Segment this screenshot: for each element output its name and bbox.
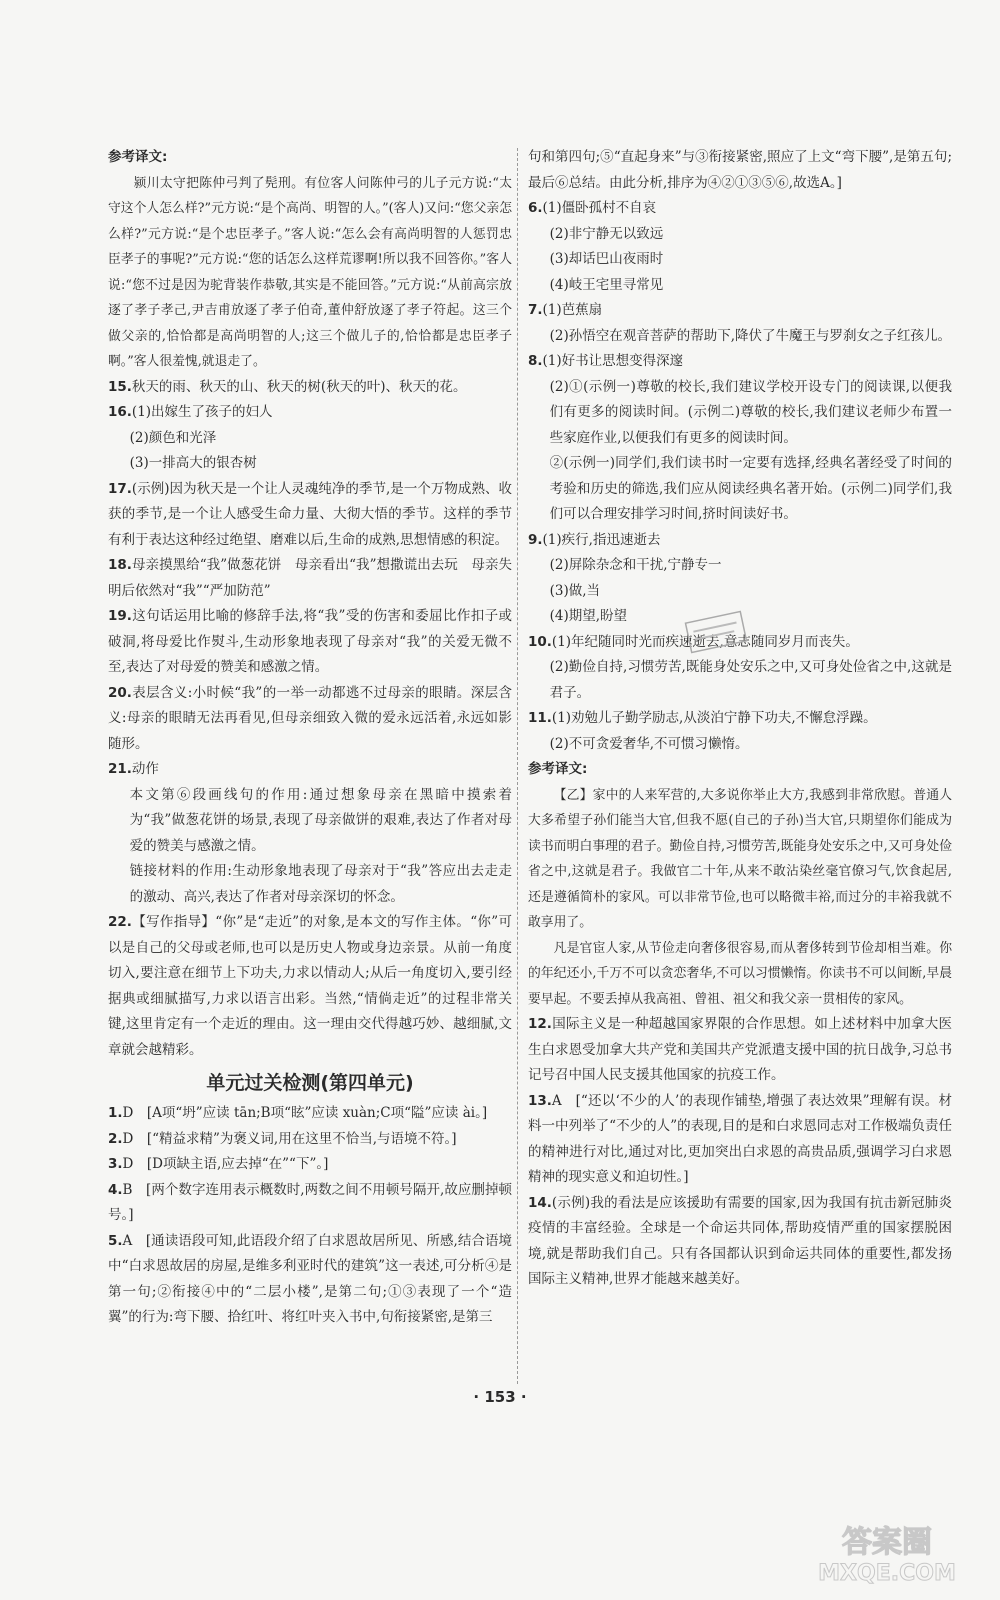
item-number: 4.: [108, 1181, 123, 1198]
answer-item: [528, 1191, 952, 1293]
item-text: ②(示例一)同学们,我们读书时一定要有选择,经典名著经受了时间的考验和历史的筛选,我们应从阅读经典名著开始。(示例二)同学们,我们可以合理安排学习时间,挤时间读好书。: [549, 455, 952, 522]
answer-item: [528, 196, 952, 298]
item-text: 动作: [131, 761, 159, 777]
item-number: 19.: [108, 608, 132, 624]
item-text: (示例)因为秋天是一个让人灵魂纯净的季节,是一个万物成熟、收获的季节,是一个让人感受生命力量、大彻大悟的季节。这样的季节有利于表达这种经过绝望、磨难以后,生命的成熟,思想情感的积淀。: [108, 480, 512, 548]
item-text: A [“还以‘不少的人’的表现作铺垫,增强了表达效果”理解有误。材料一中列举了“不少的人”的表现,目的是和白求恩同志对工作极端负责任的精神进行对比,通过对比,更加突出白求恩的高贵品质,强调学习白求恩精神的现实意义和迫切性。]: [528, 1092, 952, 1185]
reference-translation-text: 颍川太守把陈仲弓判了髡刑。有位客人问陈仲弓的儿子元方说:“太守这个人怎么样?”元方说:“是个高尚、明智的人。”(客人)又问:“您父亲怎么样?”元方说:“是个忠臣孝子。”客人说:“怎么会有高尚明智的人惩罚忠臣孝子的事呢?”元方说:“您的话怎么这样荒谬啊!所以我不回答你。”客人说:“您不过是因为驼背装作恭敬,其实是不能回答。”元方说:“从前高宗放逐了孝子孝己,尹吉甫放逐了孝子伯奇,董仲舒放逐了孝子符起。这三个做父亲的,恰恰都是高尚明智的人;这三个做儿子的,恰恰都是忠臣孝子啊。”客人很羞愧,就退走了。: [108, 175, 512, 369]
item-number: 8.: [528, 353, 543, 369]
answer-item: [108, 553, 512, 604]
answer-item: [528, 349, 952, 528]
item-number: 11.: [528, 710, 552, 726]
item-text: 国际主义是一种超越国家界限的合作思想。如上述材料中加拿大医生白求恩受加拿大共产党和美国共产党派遣支援中国的抗日战争,习总书记号召中国人民支援其他国家的抗疫工作。: [528, 1016, 952, 1083]
item-text: D [“精益求精”为褒义词,用在这里不恰当,与语境不符。]: [122, 1130, 457, 1147]
item-text: 这句话运用比喻的修辞手法,将“我”受的伤害和委屈比作扣子或破洞,将母爱比作熨斗,生动形象地表现了母亲对“我”的关爱无微不至,表达了对母爱的赞美和感激之情。: [108, 608, 512, 675]
item-number: 2.: [108, 1130, 123, 1147]
answer-item: [528, 1089, 952, 1191]
item-text: 秋天的雨、秋天的山、秋天的树(秋天的叶)、秋天的花。: [131, 378, 467, 395]
item-text: (2)勤俭自持,习惯劳苦,既能身处安乐之中,又可身处俭省之中,这就是君子。: [549, 659, 952, 701]
reference-translation-paragraph-1: 【乙】家中的人来军营的,大多说你举止大方,我感到非常欣慰。普通人大多希望子孙们能当大官,但我不愿(自己的子孙)当大官,只期望你们能成为读书而明白事理的君子。勤俭自持,习惯劳苦,既能身处安乐之中,又可身处俭省之中,这就是君子。我做官二十年,从来不敢沾染丝毫官僚习气,饮食起居,还是遵循简朴的家风。可以非常节俭,也可以略微丰裕,而过分的丰裕我就不敢享用了。: [528, 787, 952, 930]
item-text: (3)一排高大的银杏树: [129, 455, 257, 471]
answer-item: [108, 375, 512, 401]
item-text: (1)年纪随同时光而疾速逝去,意志随同岁月而丧失。: [551, 633, 859, 650]
item-text: 表层含义:小时候“我”的一举一动都逃不过母亲的眼睛。深层含义:母亲的眼睛无法再看见,但母亲细致入微的爱永远活着,永远如影随形。: [108, 684, 512, 752]
svg-text:答案圈: 答案圈: [842, 1525, 932, 1560]
answer-item: [528, 1012, 952, 1089]
item-text: (3)做,当: [549, 582, 601, 599]
item-text: 母亲摸黑给“我”做葱花饼 母亲看出“我”想撒谎出去玩 母亲失明后依然对“我”“严加防范”: [108, 557, 512, 599]
answer-list-part1: [108, 375, 512, 1064]
answer-list-part3: [528, 1012, 952, 1293]
item-text: B [两个数字连用表示概数时,两数之间不用顿号隔开,故应删掉顿号。]: [108, 1181, 512, 1223]
item-text: D [A项“坍”应读 tān;B项“眩”应读 xuàn;C项“隘”应读 ài。]: [122, 1105, 488, 1121]
item-number: 1.: [108, 1105, 123, 1121]
right-column: [528, 145, 952, 1293]
item-number: 5.: [108, 1232, 123, 1249]
item-text: (1)疾行,指迅速逝去: [542, 531, 661, 548]
item-number: 6.: [528, 200, 543, 216]
continued-text: 句和第四句;⑤“直起身来”与③衔接紧密,照应了上文“弯下腰”,是第五句;最后⑥总结。由此分析,排序为④②①③⑤⑥,故选A。]: [528, 149, 952, 191]
reference-translation-paragraph-2: 凡是官宦人家,从节俭走向奢侈很容易,而从奢侈转到节俭却相当难。你的年纪还小,千万不可以贪恋奢华,不可以习惯懒惰。你读书不可以间断,早晨要早起。不要丢掉从我高祖、曾祖、祖父和我父亲一贯相传的家风。: [528, 940, 952, 1007]
item-text: (示例)我的看法是应该援助有需要的国家,因为我国有抗击新冠肺炎疫情的丰富经验。全球是一个命运共同体,帮助疫情严重的国家摆脱困境,就是帮助我们自己。只有各国都认识到命运共同体的重要性,都发扬国际主义精神,世界才能越来越美好。: [528, 1194, 952, 1287]
item-number: 12.: [528, 1016, 552, 1032]
item-number: 15.: [108, 378, 132, 395]
answer-item: [108, 1101, 512, 1127]
item-text: 链接材料的作用:生动形象地表现了母亲对于“我”答应出去走走的激动、高兴,表达了作者对母亲深切的怀念。: [129, 863, 512, 905]
item-text: (2)非宁静无以致远: [549, 225, 664, 242]
answer-item: [108, 910, 512, 1063]
item-text: (1)好书让思想变得深邃: [542, 353, 684, 369]
item-text: (2)①(示例一)尊敬的校长,我们建议学校开设专门的阅读课,以便我们有更多的阅读时间。(示例二)尊敬的校长,我们建议老师少布置一些家庭作业,以便我们有更多的阅读时间。: [549, 378, 952, 446]
item-number: 18.: [108, 557, 132, 573]
answer-item: [108, 757, 512, 910]
item-text: (2)颜色和光泽: [129, 429, 217, 446]
item-text: 本文第⑥段画线句的作用:通过想象母亲在黑暗中摸索着为“我”做葱花饼的场景,表现了母亲做饼的艰难,表达了作者对母爱的赞美与感激之情。: [129, 786, 512, 854]
answer-item: [528, 706, 952, 757]
answer-item: [108, 1229, 512, 1331]
item-text: (1)劝勉儿子勤学励志,从淡泊宁静下功夫,不懈怠浮躁。: [551, 710, 877, 726]
answer-list-unit4: [108, 1101, 512, 1331]
item-number: 7.: [528, 302, 543, 318]
item-text: (3)却话巴山夜雨时: [549, 251, 664, 267]
item-text: (4)岐王宅里寻常见: [549, 276, 664, 293]
answer-list-part2: [528, 196, 952, 757]
answer-item: [108, 1152, 512, 1178]
item-text: (1)芭蕉扇: [542, 302, 603, 318]
answer-item: [108, 1178, 512, 1229]
item-text: (2)屏除杂念和干扰,宁静专一: [549, 557, 722, 573]
column-divider: [517, 148, 518, 1384]
item-text: A [通读语段可知,此语段介绍了白求恩故居所见、所感,结合语境中“白求恩故居的房屋,是维多利亚时代的建筑”这一表述,可分析④是第一句;②衔接④中的“二层小楼”,是第二句;①③表现了一个“造翼”的行为:弯下腰、拾红叶、将红叶夹入书中,句衔接紧密,是第三: [108, 1232, 512, 1325]
reference-translation-label-2: 参考译文:: [528, 761, 588, 777]
item-text: 【写作指导】“你”是“走近”的对象,是本文的写作主体。“你”可以是自己的父母或老师,也可以是历史人物或身边亲景。从前一角度切入,要注意在细节上下功夫,力求以情动人;从后一角度切入,要引经据典或细腻描写,力求以语言出彩。当然,“情倘走近”的过程非常关键,这里肯定有一个走近的理由。这一理由交代得越巧妙、越细腻,文章就会越精彩。: [108, 914, 512, 1058]
item-text: (4)期望,盼望: [549, 608, 628, 624]
item-number: 16.: [108, 404, 132, 420]
item-text: (2)孙悟空在观音菩萨的帮助下,降伏了牛魔王与罗刹女之子红孩儿。: [549, 327, 952, 344]
item-number: 3.: [108, 1156, 123, 1172]
section-title: 单元过关检测(第四单元): [206, 1072, 414, 1094]
svg-text:MXQE.COM: MXQE.COM: [818, 1561, 956, 1586]
item-number: 13.: [528, 1092, 552, 1109]
item-number: 17.: [108, 480, 132, 497]
watermark-logo-icon: [792, 1518, 982, 1588]
reference-translation-label: 参考译文:: [108, 149, 168, 165]
page-number: · 153 ·: [473, 1388, 527, 1406]
answer-item: [108, 1127, 512, 1153]
item-number: 9.: [528, 531, 543, 548]
answer-item: [108, 400, 512, 477]
item-text: (2)不可贪爱奢华,不可惯习懒惰。: [549, 735, 749, 752]
item-number: 21.: [108, 761, 132, 777]
item-text: (1)出嫁生了孩子的妇人: [131, 404, 273, 420]
item-number: 22.: [108, 914, 132, 930]
answer-item: [528, 298, 952, 349]
item-number: 14.: [528, 1194, 552, 1211]
left-column: [108, 145, 512, 1331]
item-number: 10.: [528, 633, 552, 650]
answer-item: [108, 477, 512, 554]
item-text: D [D项缺主语,应去掉“在”“下”。]: [122, 1156, 329, 1172]
answer-item: [108, 604, 512, 681]
item-number: 20.: [108, 684, 132, 701]
answer-item: [108, 681, 512, 758]
item-text: (1)僵卧孤村不自哀: [542, 200, 657, 216]
